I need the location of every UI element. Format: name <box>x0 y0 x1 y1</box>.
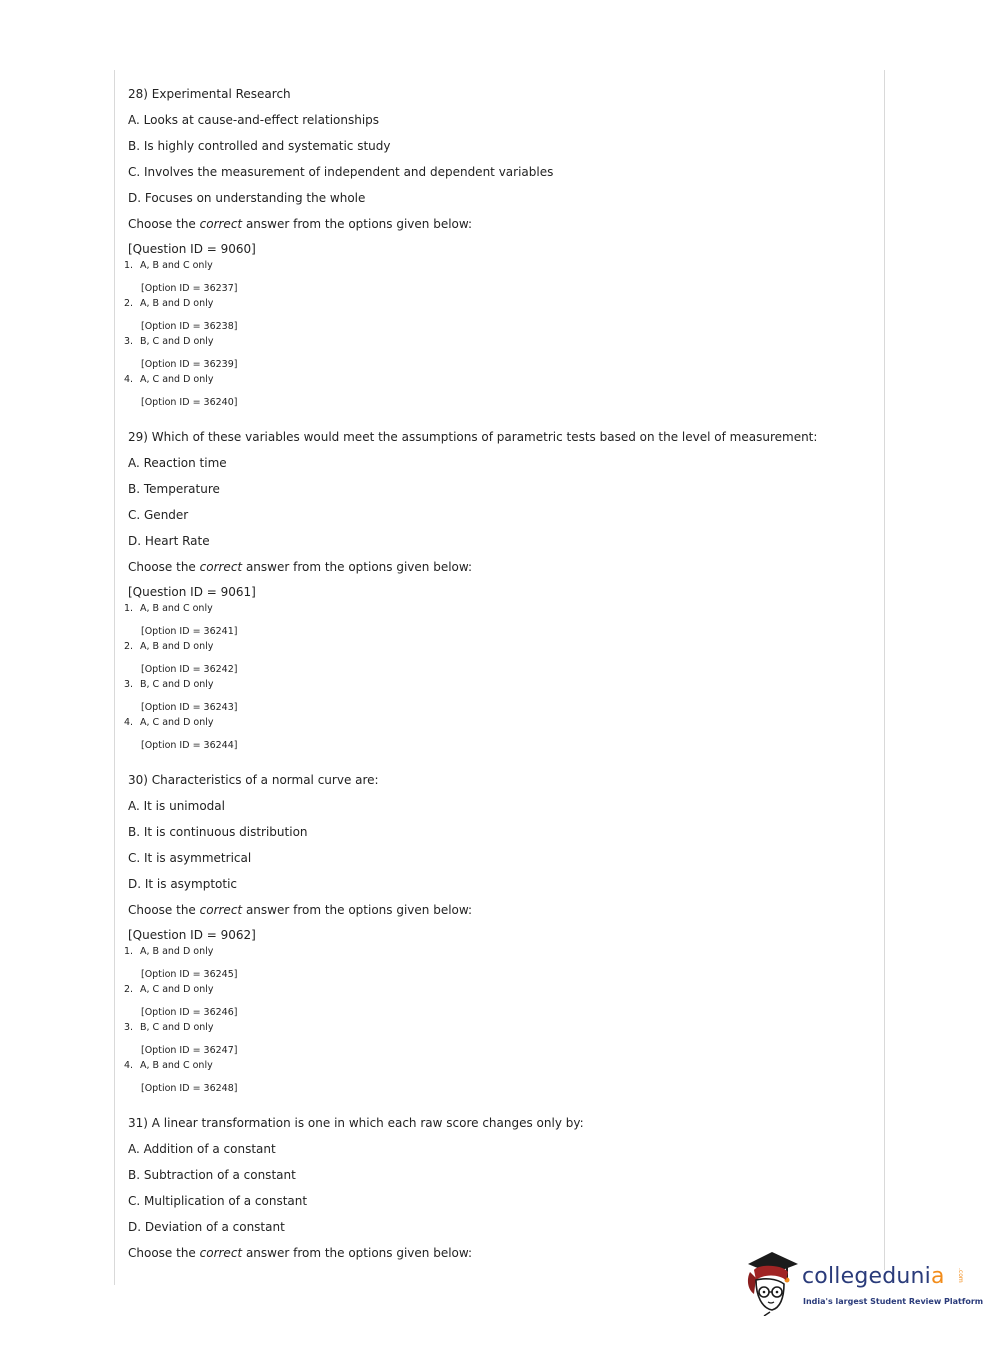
option: 1. A, B and C only <box>124 260 213 271</box>
logo-tagline: India's largest Student Review Platform <box>803 1297 984 1306</box>
question-title: 30) Characteristics of a normal curve are: <box>128 773 379 787</box>
option-id: [Option ID = 36242] <box>141 664 238 675</box>
option: 1. A, B and D only <box>124 946 214 957</box>
option: 2. A, B and D only <box>124 641 214 652</box>
option-id: [Option ID = 36246] <box>141 1007 238 1018</box>
logo-wordmark: collegedunia <box>802 1264 945 1289</box>
option: 1. A, B and C only <box>124 603 213 614</box>
statement: B. It is continuous distribution <box>128 825 308 839</box>
statement: A. Addition of a constant <box>128 1142 276 1156</box>
logo-domain: .com <box>957 1268 964 1283</box>
option: 4. A, C and D only <box>124 374 214 385</box>
statement: C. Multiplication of a constant <box>128 1194 308 1208</box>
option-id: [Option ID = 36237] <box>141 283 238 294</box>
option-id: [Option ID = 36243] <box>141 702 238 713</box>
question-id: [Question ID = 9060] <box>128 242 256 256</box>
instruction: Choose the correct answer from the options given below: <box>128 903 473 917</box>
option-list <box>124 258 868 410</box>
question-id: [Question ID = 9062] <box>128 928 256 942</box>
instruction: Choose the correct answer from the options given below: <box>128 560 473 574</box>
statement: B. Temperature <box>128 482 220 496</box>
statement: A. Looks at cause-and-effect relationships <box>128 113 380 127</box>
option-id: [Option ID = 36238] <box>141 321 238 332</box>
statement: D. Deviation of a constant <box>128 1220 285 1234</box>
statement: C. It is asymmetrical <box>128 851 252 865</box>
statement: A. It is unimodal <box>128 799 225 813</box>
option-id: [Option ID = 36240] <box>141 397 238 408</box>
statement: C. Involves the measurement of independent and dependent variables <box>128 165 554 179</box>
mascot-icon <box>742 1250 804 1316</box>
question-block <box>124 84 868 410</box>
option: 2. A, C and D only <box>124 984 214 995</box>
option-id: [Option ID = 36248] <box>141 1083 238 1094</box>
option-id: [Option ID = 36247] <box>141 1045 238 1056</box>
option: 4. A, B and C only <box>124 1060 213 1071</box>
question-block <box>128 1113 868 1263</box>
option-id: [Option ID = 36241] <box>141 626 238 637</box>
option-list <box>124 601 868 753</box>
statement: B. Subtraction of a constant <box>128 1168 296 1182</box>
option: 3. B, C and D only <box>124 336 214 347</box>
statement: C. Gender <box>128 508 189 522</box>
option: 2. A, B and D only <box>124 298 214 309</box>
option-id: [Option ID = 36239] <box>141 359 238 370</box>
statement: B. Is highly controlled and systematic study <box>128 139 391 153</box>
statement: A. Reaction time <box>128 456 227 470</box>
question-block <box>124 427 868 753</box>
question-id: [Question ID = 9061] <box>128 585 256 599</box>
statement: D. Focuses on understanding the whole <box>128 191 366 205</box>
page-left-border <box>114 70 115 1285</box>
page-right-border <box>884 70 885 1270</box>
collegedunia-logo <box>742 1250 984 1320</box>
option: 3. B, C and D only <box>124 679 214 690</box>
option-id: [Option ID = 36244] <box>141 740 238 751</box>
instruction: Choose the correct answer from the options given below: <box>128 1246 473 1260</box>
option: 3. B, C and D only <box>124 1022 214 1033</box>
instruction: Choose the correct answer from the options given below: <box>128 217 473 231</box>
statement: D. Heart Rate <box>128 534 210 548</box>
question-block <box>124 770 868 1096</box>
statement: D. It is asymptotic <box>128 877 238 891</box>
option-id: [Option ID = 36245] <box>141 969 238 980</box>
question-title: 29) Which of these variables would meet the assumptions of parametric tests based on the level of measurement: <box>128 430 818 444</box>
question-list <box>124 84 868 1280</box>
option-list <box>124 944 868 1096</box>
question-title: 28) Experimental Research <box>128 87 291 101</box>
option: 4. A, C and D only <box>124 717 214 728</box>
question-title: 31) A linear transformation is one in which each raw score changes only by: <box>128 1116 584 1130</box>
